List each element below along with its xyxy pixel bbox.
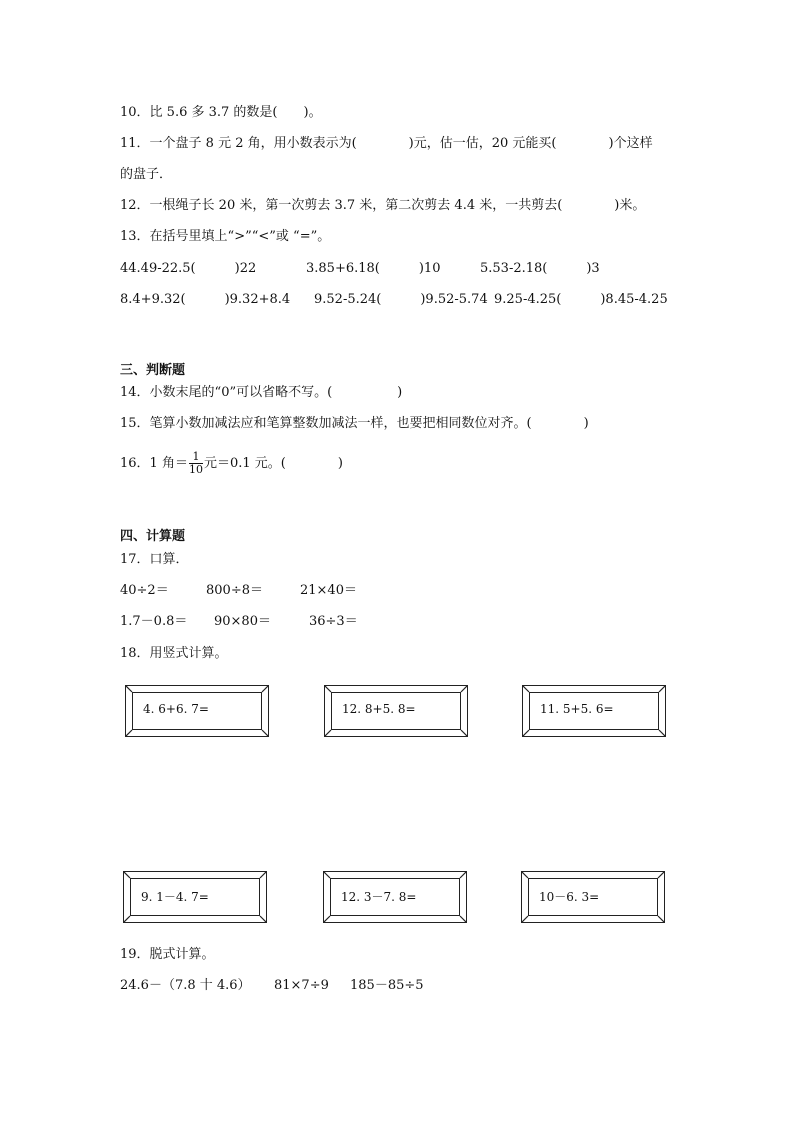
q13-item: 8.4+9.32( )9.32+8.4 bbox=[120, 292, 291, 307]
calc-box bbox=[324, 685, 468, 737]
q16-suffix: 元＝0.1 元。( ) bbox=[203, 456, 343, 471]
calc-box bbox=[522, 685, 666, 737]
calc-expression: 11. 5+5. 6= bbox=[540, 702, 614, 716]
question-12: 12．一根绳子长 20 米，第一次剪去 3.7 米，第二次剪去 4.4 米，一共剪去( )米。 bbox=[120, 198, 646, 213]
fraction-numerator: 1 bbox=[189, 451, 203, 464]
question-13: 13．在括号里填上“>”“<”或 “=”。 bbox=[120, 229, 331, 244]
fraction-denominator: 10 bbox=[188, 463, 203, 476]
q19-item: 81×7÷9 bbox=[274, 978, 329, 993]
question-17: 17．口算． bbox=[120, 552, 189, 567]
question-15: 15．笔算小数加减法应和笔算整数加减法一样，也要把相同数位对齐。( ) bbox=[120, 416, 589, 431]
q17-item: 90×80＝ bbox=[214, 614, 271, 629]
calc-box bbox=[123, 871, 267, 923]
q17-item: 36÷3＝ bbox=[309, 614, 358, 629]
section-title-calculation: 四、计算题 bbox=[120, 529, 186, 544]
q13-item: 44.49-22.5( )22 bbox=[120, 261, 257, 276]
q13-item: 5.53-2.18( )3 bbox=[480, 261, 600, 276]
q16-prefix: 16．1 角＝ bbox=[120, 456, 188, 471]
question-14: 14．小数末尾的“0”可以省略不写。( ) bbox=[120, 385, 403, 400]
q19-item: 24.6－（7.8 十 4.6） bbox=[120, 978, 251, 993]
q17-item: 21×40＝ bbox=[300, 583, 357, 598]
q17-item: 40÷2＝ bbox=[120, 583, 169, 598]
q17-item: 1.7－0.8＝ bbox=[120, 614, 188, 629]
question-11-line2: 的盘子． bbox=[120, 167, 173, 182]
calc-box bbox=[521, 871, 665, 923]
calc-expression: 10－6. 3= bbox=[539, 890, 600, 904]
section-title-judgement: 三、判断题 bbox=[120, 363, 186, 378]
calc-expression: 12. 8+5. 8= bbox=[342, 702, 416, 716]
q19-item: 185－85÷5 bbox=[350, 978, 424, 993]
q17-item: 800÷8＝ bbox=[206, 583, 263, 598]
fraction bbox=[189, 451, 203, 476]
question-18: 18．用竖式计算。 bbox=[120, 646, 228, 661]
calc-box bbox=[125, 685, 269, 737]
q13-item: 9.52-5.24( )9.52-5.74 bbox=[314, 292, 488, 307]
calc-box bbox=[323, 871, 467, 923]
calc-expression: 4. 6+6. 7= bbox=[143, 702, 209, 716]
question-16 bbox=[120, 451, 343, 476]
q13-item: 3.85+6.18( )10 bbox=[306, 261, 441, 276]
question-11-line1: 11．一个盘子 8 元 2 角，用小数表示为( )元，估一估，20 元能买( )个这样 bbox=[120, 136, 653, 151]
calc-expression: 9. 1－4. 7= bbox=[141, 890, 209, 904]
question-19: 19．脱式计算。 bbox=[120, 947, 215, 962]
calc-expression: 12. 3－7. 8= bbox=[341, 890, 417, 904]
q13-item: 9.25-4.25( )8.45-4.25 bbox=[494, 292, 668, 307]
question-10: 10．比 5.6 多 3.7 的数是( )。 bbox=[120, 105, 322, 120]
